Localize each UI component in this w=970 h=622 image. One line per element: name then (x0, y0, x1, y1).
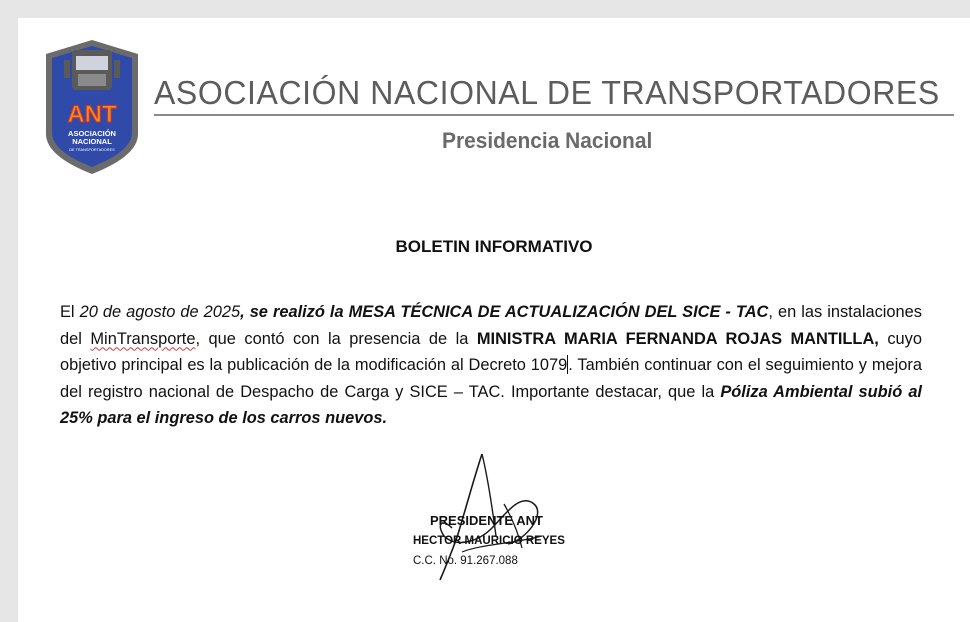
text-segment: , que contó con la presencia de la (195, 329, 477, 348)
logo-line3: NACIONAL (72, 137, 112, 146)
highlight-text: Póliza Ambiental subió al 25% para el ingreso de los carros nuevos. (60, 382, 922, 427)
signer-id: C.C. No. 91.267.088 (413, 555, 518, 567)
event-name: , se realizó la MESA TÉCNICA DE ACTUALIZACIÓN DEL SICE - TAC (240, 303, 769, 321)
body-paragraph (60, 299, 922, 432)
ministry-name: MinTransporte (90, 329, 196, 348)
logo-ant-text: ANT (67, 101, 117, 128)
document-page (18, 18, 970, 622)
header-divider (154, 114, 954, 116)
signer-title: PRESIDENTE ANT (430, 513, 543, 528)
minister-name: MINISTRA MARIA FERNANDA ROJAS MANTILLA, (476, 329, 879, 348)
text-segment: . También continuar con el seguimiento y mejora del registro nacional de Despacho de Carga y SICE – TAC. Importante destacar, que la (60, 356, 922, 401)
text-segment: El (60, 303, 80, 321)
text-segment: cuyo objetivo principal es la publicación de la modificación al Decreto 1079 (60, 329, 922, 374)
organization-name: ASOCIACIÓN NACIONAL DE TRANSPORTADORES (154, 74, 940, 111)
logo-line2: ASOCIACIÓN (68, 129, 116, 138)
logo-line4: DE TRANSPORTADORES (69, 148, 115, 152)
text-segment: , en las instalaciones del (60, 303, 922, 348)
signer-name: HECTOR MAURICIO REYES (413, 535, 565, 547)
document-title: BOLETIN INFORMATIVO (395, 237, 593, 256)
event-date: 20 de agosto de 2025 (79, 303, 241, 321)
ant-logo (42, 38, 142, 176)
department-name: Presidencia Nacional (442, 128, 653, 153)
